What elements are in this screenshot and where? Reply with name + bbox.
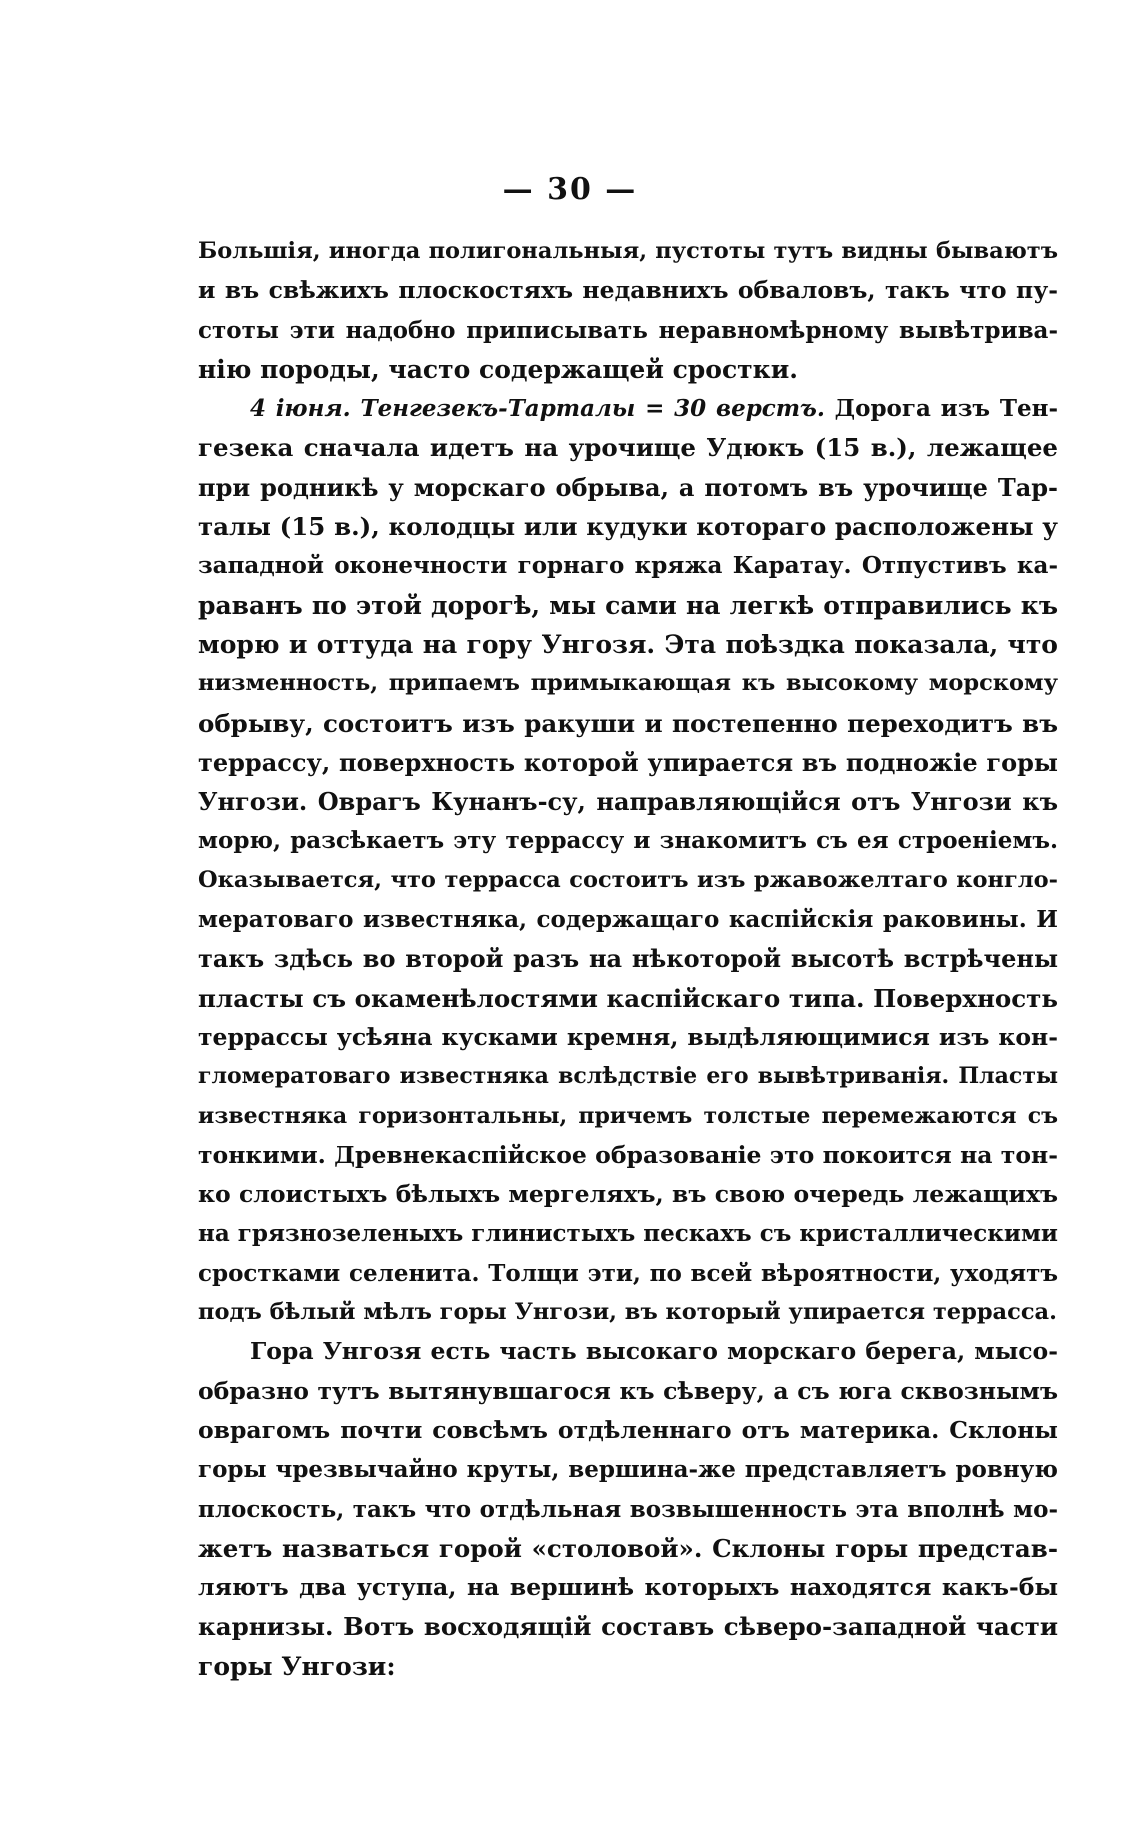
text-line: Унгози. Оврагъ Кунанъ-су, направляющійся отъ Унгози къ	[198, 787, 1058, 817]
date-route-heading: 4 іюня. Тенгезекъ-Тарталы = 30 верстъ.	[250, 395, 825, 423]
text-line: Оказывается, что террасса состоитъ изъ ржавожелтаго конгло-	[198, 866, 1058, 893]
text-line-continuation: Дорога изъ Тен-	[824, 395, 1058, 423]
text-line: карнизы. Вотъ восходящій составъ сѣверо-западной части	[198, 1612, 1058, 1642]
text-line: оврагомъ почти совсѣмъ отдѣленнаго отъ материка. Склоны	[198, 1415, 1058, 1444]
page-number: — 30 —	[502, 172, 638, 207]
text-line: ко слоистыхъ бѣлыхъ мергеляхъ, въ свою очередь лежащихъ	[198, 1180, 1058, 1209]
text-line: сростками селенита. Толщи эти, по всей вѣроятности, уходятъ	[198, 1259, 1058, 1287]
text-line: раванъ по этой дорогѣ, мы сами на легкѣ отправились къ	[198, 590, 1058, 620]
text-line: террассу, поверхность которой упирается въ подножіе горы	[198, 747, 1058, 777]
text-line	[198, 389, 1058, 428]
text-line: талы (15 в.), колодцы или кудуки котораго расположены у	[198, 512, 1058, 542]
text-line: мератоваго известняка, содержащаго каспійскія раковины. И	[198, 906, 1058, 934]
text-line: плоскость, такъ что отдѣльная возвышенность эта вполнѣ мо-	[198, 1495, 1058, 1523]
text-line: на грязнозеленыхъ глинистыхъ пескахъ съ кристаллическими	[198, 1220, 1058, 1248]
text-line: Гора Унгозя есть часть высокаго морскаго берега, мысо-	[250, 1337, 1058, 1366]
text-line: гезека сначала идетъ на урочище Удюкъ (15 в.), лежащее	[198, 433, 1058, 463]
text-line: подъ бѣлый мѣлъ горы Унгози, въ который упирается террасса.	[198, 1299, 1057, 1326]
text-line: западной оконечности горнаго кряжа Каратау. Отпустивъ ка-	[198, 552, 1058, 580]
text-line: обрыву, состоитъ изъ ракуши и постепенно переходитъ въ	[198, 708, 1058, 738]
text-line: при родникѣ у морскаго обрыва, а потомъ въ урочище Тар-	[198, 472, 1058, 502]
text-line: гломератоваго известняка вслѣдствіе его вывѣтриванія. Пласты	[198, 1063, 1058, 1090]
text-line: образно тутъ вытянувшагося къ сѣверу, а съ юга сквознымъ	[198, 1376, 1058, 1405]
text-line: ляютъ два уступа, на вершинѣ которыхъ находятся какъ-бы	[198, 1573, 1058, 1602]
text-line: такъ здѣсь во второй разъ на нѣкоторой высотѣ встрѣчены	[198, 944, 1058, 974]
text-line: морю, разсѣкаетъ эту террассу и знакомитъ съ ея строеніемъ.	[198, 827, 1058, 855]
text-line: Большія, иногда полигональныя, пустоты тутъ видны бываютъ	[198, 238, 1058, 264]
text-line: пласты съ окаменѣлостями каспійскаго типа. Поверхность	[198, 983, 1058, 1013]
text-line: стоты эти надобно приписывать неравномѣрному вывѣтрива-	[198, 316, 1058, 344]
text-line: морю и оттуда на гору Унгозя. Эта поѣздка показала, что	[198, 629, 1058, 659]
text-line: нію породы, часто содержащей сростки.	[198, 354, 798, 384]
text-line: низменность, припаемъ примыкающая къ высокому морскому	[198, 670, 1058, 697]
text-line: террассы усѣяна кусками кремня, выдѣляющимися изъ кон-	[198, 1022, 1058, 1051]
text-line: горы чрезвычайно круты, вершина-же представляетъ ровную	[198, 1456, 1058, 1484]
text-line: известняка горизонтальны, причемъ толстые перемежаются съ	[198, 1102, 1058, 1129]
text-line: жетъ назваться горой «столовой». Склоны горы представ-	[198, 1533, 1058, 1563]
text-line: и въ свѣжихъ плоскостяхъ недавнихъ обваловъ, такъ что пу-	[198, 276, 1058, 305]
text-line: тонкими. Древнекаспійское образованіе это покоится на тон-	[198, 1140, 1058, 1169]
body-text	[198, 232, 1058, 1686]
text-line: горы Унгози:	[198, 1651, 396, 1681]
